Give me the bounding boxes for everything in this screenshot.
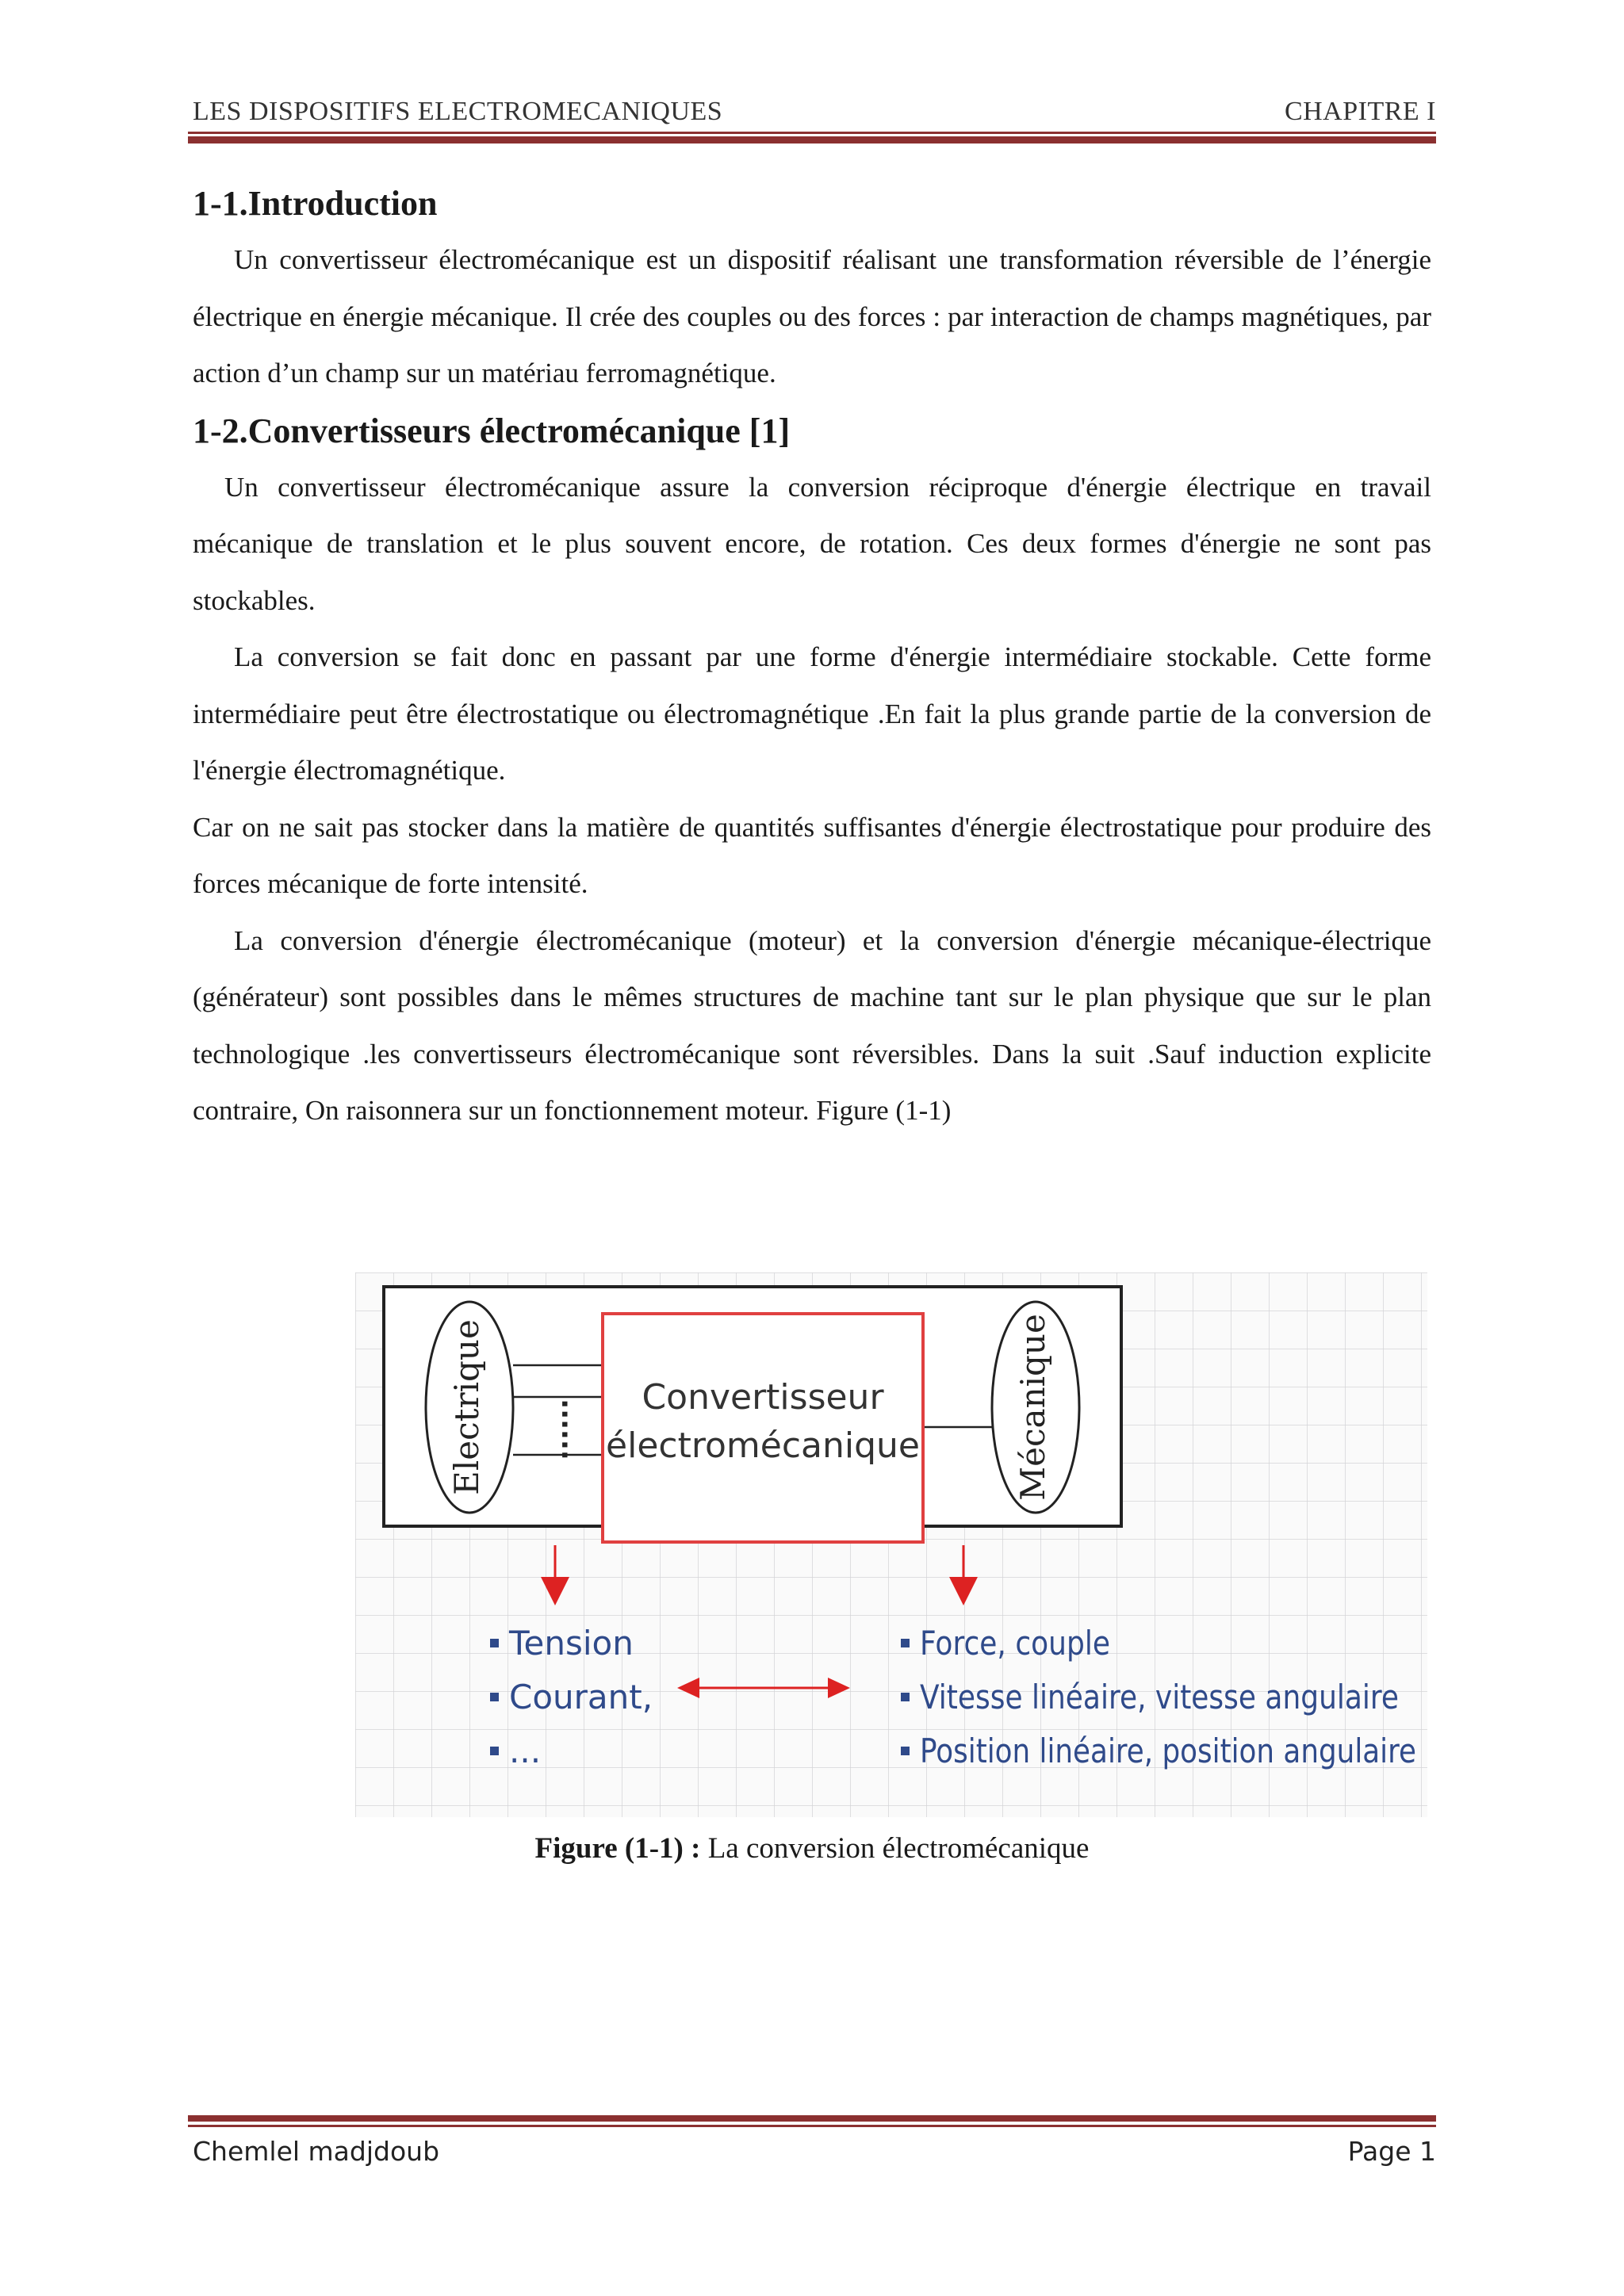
header-rule-thick <box>188 136 1436 144</box>
footer-rule-thin <box>188 2125 1436 2127</box>
bullet-force <box>901 1639 910 1647</box>
paragraph-convertisseurs-4: La conversion d'énergie électromécanique (moteur) et la conversion d'énergie mécanique-électrique (générateur) sont possibles dans le mêmes structures de machine tant sur le plan physique que sur le plan technologique .les convertisseurs électromécanique sont réversibles. Dans la suit .Sauf induction explicite contraire, On raisonnera sur un fonctionnement moteur. Figure (1-1) <box>193 924 1431 1126</box>
footer-author: Chemlel madjdoub <box>193 2136 440 2167</box>
list-item-courant: Courant, <box>509 1678 653 1716</box>
header-title: LES DISPOSITIFS ELECTROMECANIQUES <box>193 97 723 126</box>
bullet-vitesse <box>901 1693 910 1701</box>
converter-label-line2: électromécanique <box>606 1425 920 1466</box>
bullet-position <box>901 1747 910 1755</box>
list-item-tension: Tension <box>509 1624 634 1663</box>
dots-label: ...... <box>542 1399 575 1460</box>
section-heading-convertisseurs: 1-2.Convertisseurs électromécanique [1] <box>193 411 791 450</box>
footer-rule-thick <box>188 2115 1436 2122</box>
bullet-tension <box>490 1639 499 1647</box>
bullet-courant <box>490 1693 499 1701</box>
bullet-etc <box>490 1747 499 1755</box>
section-heading-introduction: 1-1.Introduction <box>193 184 438 223</box>
page-footer <box>193 2131 1436 2171</box>
list-item-vitesse: Vitesse linéaire, vitesse angulaire <box>920 1678 1399 1716</box>
page-content <box>193 176 1431 1139</box>
header-rule-thin <box>188 132 1436 134</box>
list-item-position: Position linéaire, position angulaire <box>920 1732 1416 1770</box>
paragraph-introduction: Un convertisseur électromécanique est un dispositif réalisant une transformation réversible de l’énergie électrique en énergie mécanique. Il crée des couples ou des forces : par interaction de champs magnétiques, par action d’un champ sur un matériau ferromagnétique. <box>193 244 1431 388</box>
paragraph-convertisseurs-2: La conversion se fait donc en passant par une forme d'énergie intermédiaire stockable. Cette forme intermédiaire peut être électrostatique ou électromagnétique .En fait la plus grande partie de la conversion de l'énergie électromagnétique. <box>193 641 1431 786</box>
page-header <box>193 92 1436 132</box>
label-mecanique: Mécanique <box>1013 1314 1052 1501</box>
paragraph-convertisseurs-3: Car on ne sait pas stocker dans la matière de quantités suffisantes d'énergie électrostatique pour produire des forces mécanique de forte intensité. <box>193 811 1431 899</box>
footer-page-number: Page 1 <box>1347 2136 1436 2167</box>
header-chapter: CHAPITRE I <box>1284 97 1436 126</box>
figure-conversion-diagram <box>355 1272 1427 1817</box>
list-item-force: Force, couple <box>920 1624 1110 1663</box>
figure-caption <box>0 1831 1624 1866</box>
converter-label-line1: Convertisseur <box>642 1377 884 1418</box>
list-item-etc: ... <box>509 1732 542 1770</box>
caption-label: Figure (1-1) : <box>534 1832 701 1865</box>
paragraph-convertisseurs-1: Un convertisseur électromécanique assure la conversion réciproque d'énergie électrique en travail mécanique de translation et le plus souvent encore, de rotation. Ces deux formes d'énergie ne sont pas stockables. <box>193 471 1431 616</box>
caption-text: La conversion électromécanique <box>707 1832 1090 1865</box>
label-electrique: Electrique <box>447 1319 486 1495</box>
